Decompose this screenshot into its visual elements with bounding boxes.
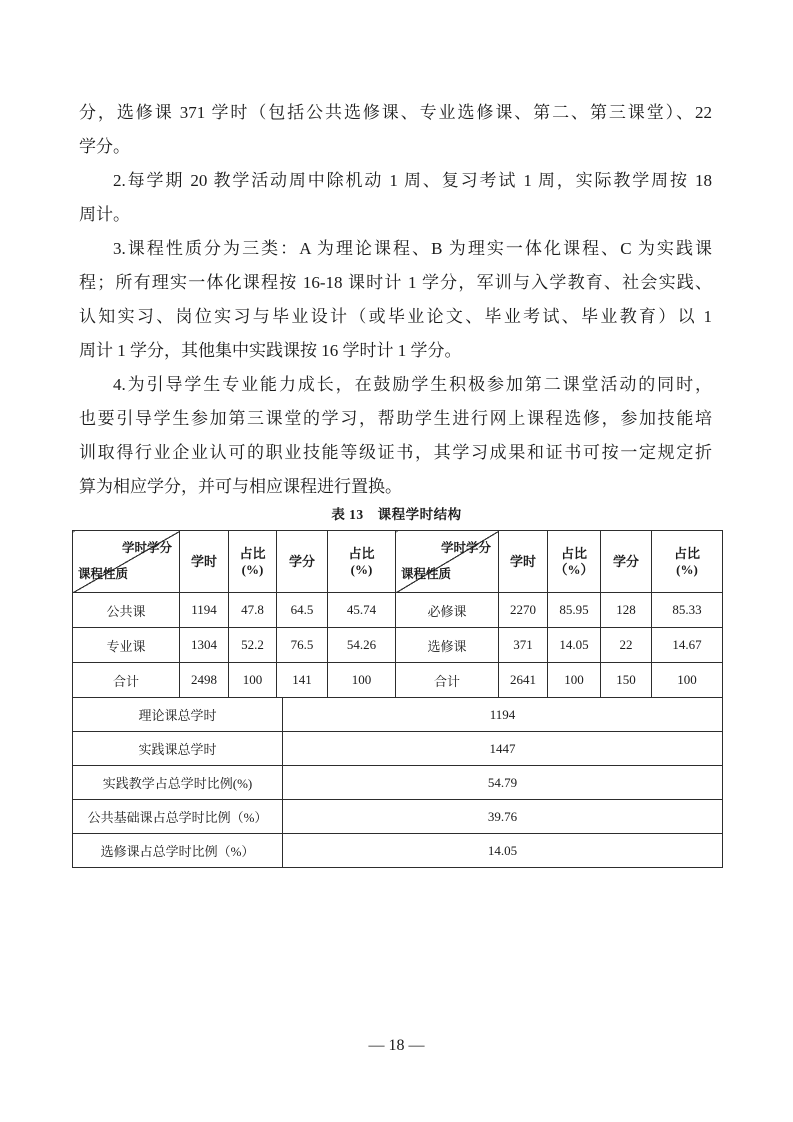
col-header-credits-left: 学分 <box>277 531 328 593</box>
value-cell: 22 <box>601 628 652 663</box>
ratio-unit: （%） <box>554 561 594 577</box>
summary-row <box>73 833 722 867</box>
summary-label-cell: 公共基础课占总学时比例（%） <box>73 800 283 833</box>
paragraph-line: 分，选修课 371 学时（包括公共选修课、专业选修课、第二、第三课堂）、22 <box>79 103 712 122</box>
paragraph-line: 程；所有理实一体化课程按 16-18 课时计 1 学分，军训与入学教育、社会实践、 <box>79 273 712 292</box>
row-label-cell: 专业课 <box>73 628 180 663</box>
col-header-credits-right: 学分 <box>601 531 652 593</box>
ratio-unit: (%) <box>350 561 373 577</box>
col-header-ratio1-left <box>229 531 277 593</box>
paragraph-line: 训取得行业企业认可的职业技能等级证书，其学习成果和证书可按一定规定折 <box>79 443 712 462</box>
col-header-hours-left: 学时 <box>180 531 229 593</box>
paragraph-line: 认知实习、岗位实习与毕业设计（或毕业论文、毕业考试、毕业教育）以 1 <box>79 307 712 326</box>
summary-row <box>73 799 722 833</box>
value-cell: 371 <box>499 628 548 663</box>
value-cell: 128 <box>601 593 652 628</box>
paragraph-2 <box>79 164 712 232</box>
row-label-cell: 合计 <box>73 663 180 698</box>
row-label-cell: 公共课 <box>73 593 180 628</box>
corner-header-cell <box>396 531 499 593</box>
paragraph-line: 周计 1 学分，其他集中实践课按 16 学时计 1 学分。 <box>79 341 462 360</box>
course-hours-table-wrap <box>72 530 723 868</box>
row-label-cell: 必修课 <box>396 593 499 628</box>
value-cell: 76.5 <box>277 628 328 663</box>
value-cell: 150 <box>601 663 652 698</box>
value-cell: 54.26 <box>328 628 396 663</box>
summary-label-cell: 实践课总学时 <box>73 732 283 765</box>
value-cell: 2270 <box>499 593 548 628</box>
table-header-row <box>73 531 723 593</box>
paragraph-3 <box>79 232 712 368</box>
course-hours-table <box>72 530 723 868</box>
value-cell: 45.74 <box>328 593 396 628</box>
paragraph-line: 周计。 <box>79 205 130 224</box>
paragraph-line: 4.为引导学生专业能力成长，在鼓励学生积极参加第二课堂活动的同时， <box>113 375 712 394</box>
table-summary-section <box>73 698 723 868</box>
summary-row <box>73 698 722 731</box>
corner-label-hours-credits: 学时学分 <box>121 541 172 555</box>
value-cell: 100 <box>548 663 601 698</box>
value-cell: 2498 <box>180 663 229 698</box>
paragraph-line: 2.每学期 20 教学活动周中除机动 1 周、复习考试 1 周，实际教学周按 18 <box>113 171 712 190</box>
value-cell: 52.2 <box>229 628 277 663</box>
value-cell: 64.5 <box>277 593 328 628</box>
ratio-label: 占比 <box>239 545 266 561</box>
corner-label-course-nature: 课程性质 <box>78 567 129 581</box>
paragraph-line: 也要引导学生参加第三课堂的学习，帮助学生进行网上课程选修，参加技能培 <box>79 409 712 428</box>
summary-row <box>73 731 722 765</box>
value-cell: 85.33 <box>652 593 723 628</box>
row-label-cell: 选修课 <box>396 628 499 663</box>
value-cell: 141 <box>277 663 328 698</box>
table-row <box>73 593 723 628</box>
value-cell: 100 <box>328 663 396 698</box>
corner-header-cell <box>73 531 180 593</box>
ratio-unit: (%) <box>676 561 698 577</box>
value-cell: 2641 <box>499 663 548 698</box>
summary-row <box>73 765 722 799</box>
row-label-cell: 合计 <box>396 663 499 698</box>
ratio-label: 占比 <box>673 545 700 561</box>
paragraph-line: 算为相应学分，并可与相应课程进行置换。 <box>79 477 402 496</box>
table-row <box>73 628 723 663</box>
page-number: — 18 — <box>368 1037 425 1054</box>
corner-label-hours-credits: 学时学分 <box>440 541 491 555</box>
table-caption: 表 13 课程学时结构 <box>331 507 462 522</box>
value-cell: 85.95 <box>548 593 601 628</box>
value-cell: 47.8 <box>229 593 277 628</box>
value-cell: 14.67 <box>652 628 723 663</box>
col-header-ratio2-right <box>652 531 723 593</box>
value-cell: 1304 <box>180 628 229 663</box>
paragraph-4 <box>79 368 712 504</box>
body-text <box>79 96 712 504</box>
summary-value-cell: 54.79 <box>487 774 518 790</box>
ratio-label: 占比 <box>560 545 587 561</box>
summary-rows-container <box>73 698 723 868</box>
summary-value-cell: 39.76 <box>487 808 518 824</box>
value-cell: 100 <box>652 663 723 698</box>
ratio-unit: (%) <box>241 561 264 577</box>
paragraph-line: 学分。 <box>79 137 130 156</box>
paragraph-line: 3.课程性质分为三类：A 为理论课程、B 为理实一体化课程、C 为实践课 <box>113 239 712 258</box>
summary-label-cell: 实践教学占总学时比例(%) <box>73 766 283 799</box>
corner-label-course-nature: 课程性质 <box>401 567 452 581</box>
summary-value-cell: 1194 <box>489 706 516 722</box>
value-cell: 14.05 <box>548 628 601 663</box>
col-header-ratio2-left <box>328 531 396 593</box>
paragraph-1 <box>79 96 712 164</box>
summary-label-cell: 理论课总学时 <box>73 698 283 731</box>
col-header-hours-right: 学时 <box>499 531 548 593</box>
value-cell: 1194 <box>180 593 229 628</box>
summary-label-cell: 选修课占总学时比例（%） <box>73 834 283 867</box>
summary-value-cell: 14.05 <box>487 842 518 858</box>
ratio-label: 占比 <box>348 545 375 561</box>
col-header-ratio1-right <box>548 531 601 593</box>
summary-value-cell: 1447 <box>489 740 516 756</box>
value-cell: 100 <box>229 663 277 698</box>
table-row <box>73 663 723 698</box>
